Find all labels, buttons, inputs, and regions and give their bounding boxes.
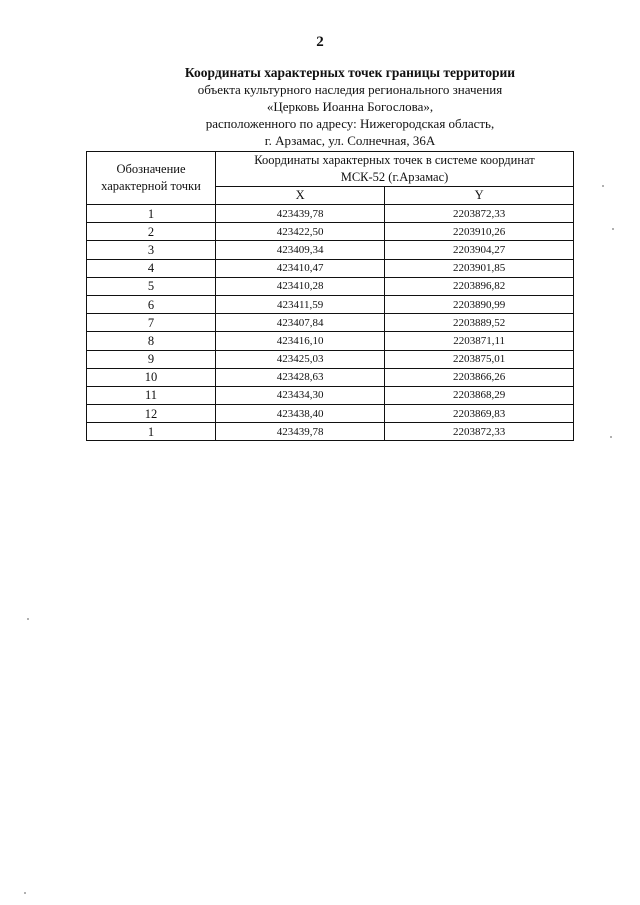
- header-y: Y: [385, 187, 574, 205]
- cell-y: 2203904,27: [385, 241, 574, 259]
- cell-point: 3: [87, 241, 216, 259]
- cell-y: 2203896,82: [385, 277, 574, 295]
- cell-y: 2203910,26: [385, 223, 574, 241]
- scan-speck: [612, 228, 614, 230]
- cell-point: 11: [87, 386, 216, 404]
- cell-point: 1: [87, 423, 216, 441]
- table-row: [87, 368, 574, 386]
- table-row: [87, 386, 574, 404]
- cell-point: 5: [87, 277, 216, 295]
- cell-point: 7: [87, 314, 216, 332]
- header-point-line2: характерной точки: [101, 179, 201, 193]
- cell-x: 423434,30: [216, 386, 385, 404]
- scan-speck: [610, 436, 612, 438]
- table-row: [87, 332, 574, 350]
- cell-y: 2203868,29: [385, 386, 574, 404]
- table-row: [87, 277, 574, 295]
- cell-x: 423428,63: [216, 368, 385, 386]
- document-heading: [150, 64, 550, 149]
- heading-line-city: г. Арзамас, ул. Солнечная, 36А: [264, 133, 436, 148]
- cell-y: 2203872,33: [385, 205, 574, 223]
- cell-point: 6: [87, 295, 216, 313]
- cell-point: 1: [87, 205, 216, 223]
- scan-speck: [27, 618, 29, 620]
- cell-x: 423416,10: [216, 332, 385, 350]
- header-x: X: [216, 187, 385, 205]
- cell-y: 2203875,01: [385, 350, 574, 368]
- cell-y: 2203869,83: [385, 405, 574, 423]
- scan-speck: [602, 185, 604, 187]
- cell-point: 4: [87, 259, 216, 277]
- cell-y: 2203901,85: [385, 259, 574, 277]
- header-coordinate-system: [216, 152, 574, 187]
- cell-x: 423411,59: [216, 295, 385, 313]
- cell-y: 2203872,33: [385, 423, 574, 441]
- cell-x: 423422,50: [216, 223, 385, 241]
- table-row: [87, 223, 574, 241]
- cell-point: 12: [87, 405, 216, 423]
- table-row: [87, 241, 574, 259]
- header-system-line1: Координаты характерных точек в системе координат: [254, 153, 535, 167]
- cell-point: 9: [87, 350, 216, 368]
- cell-x: 423438,40: [216, 405, 385, 423]
- heading-line-name: «Церковь Иоанна Богослова»,: [266, 99, 434, 114]
- cell-point: 10: [87, 368, 216, 386]
- page-number: 2: [316, 34, 324, 50]
- document-title: Координаты характерных точек границы территории: [184, 65, 516, 80]
- header-point-line1: Обозначение: [116, 162, 186, 176]
- heading-line-address: расположенного по адресу: Нижегородская область,: [205, 116, 495, 131]
- table-row: [87, 350, 574, 368]
- table-row: [87, 205, 574, 223]
- cell-x: 423439,78: [216, 423, 385, 441]
- header-point: [87, 152, 216, 205]
- header-system-line2: МСК-52 (г.Арзамас): [340, 170, 449, 184]
- coordinates-table: [86, 151, 574, 441]
- cell-x: 423407,84: [216, 314, 385, 332]
- scan-speck: [24, 892, 26, 894]
- cell-y: 2203866,26: [385, 368, 574, 386]
- cell-point: 8: [87, 332, 216, 350]
- heading-line-object: объекта культурного наследия регионального значения: [197, 82, 503, 97]
- cell-y: 2203871,11: [385, 332, 574, 350]
- cell-x: 423425,03: [216, 350, 385, 368]
- table-row: [87, 295, 574, 313]
- cell-y: 2203890,99: [385, 295, 574, 313]
- table-row: [87, 405, 574, 423]
- cell-x: 423410,28: [216, 277, 385, 295]
- cell-point: 2: [87, 223, 216, 241]
- table-row: [87, 423, 574, 441]
- cell-x: 423409,34: [216, 241, 385, 259]
- cell-x: 423410,47: [216, 259, 385, 277]
- cell-x: 423439,78: [216, 205, 385, 223]
- cell-y: 2203889,52: [385, 314, 574, 332]
- table-row: [87, 259, 574, 277]
- table-row: [87, 314, 574, 332]
